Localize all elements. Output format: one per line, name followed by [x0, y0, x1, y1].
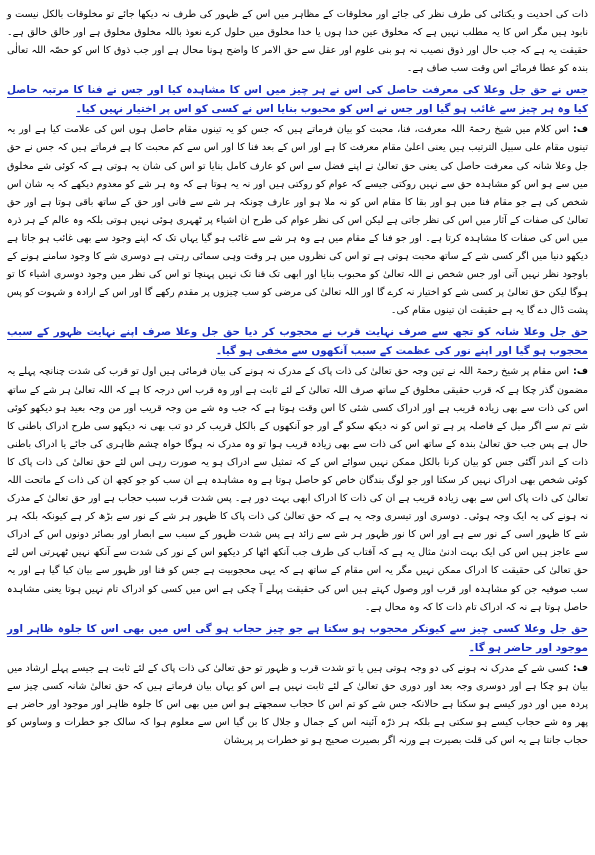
intro-paragraph: ذات کی احدیت و یکتائی کی طرف نظر کی جائے اور مخلوقات کے مظاہر میں اس کے ظہور کی طرف نہ دیکھا جائے تو مخلوقات بالکل نیست و نابود ہیں مگر اس کا یہ مطلب نہیں ہے کہ مخلوق عین خدا ہوں یا خدا مخلوق میں حلول کرے نعوذ باللہ مخلوق مخلوق ہے اور خالق خالق ہے۔ حقیقت یہ ہے کہ جب حال اور ذوق نصیب نہ ہو بنی علوم اور عقل سے حق الامر کا واضح ہونا محال ہے اور جب ذوق کا اس کو حصّہ اللہ تعالٰی بندہ کو عطا فرمائے اس وقت سب صاف ہے۔ [7, 9, 588, 75]
commentary-paragraph: ف:کسی شے کے مدرک نہ ہونے کی دو وجہ ہوتی ہیں یا تو شدت قرب و ظہور تو حق تعالیٰ کی ذات پاک کے لئے ثابت ہے جیسے پہلے ارشاد میں بیان ہو چکا ہے اور دوسری وجہ بعد اور دوری حق تعالیٰ کے لئے ثابت نہیں ہے اس کو یہاں بیان فرماتے ہیں کہ حق تعالیٰ شانہ کسی چیز سے پردہ میں اور دور کیسے ہو سکتا ہے حالانکہ جس شے کو تم اس کا حجاب سمجھتے ہو اس میں بھی اس کا جلوہ ظاہر اور موجود اور حاضر ہے پھر وہ شے حجاب کیسے ہو سکتی ہے بلکہ ہر ذرّہ آئینہ اس کے جمال و جلال کا بن گیا اس سے معلوم ہوا کہ سالک جو خطرات و وساوس کو حجاب جانتا ہے یہ اس کی قلت بصیرت ہے ورنہ اگر بصیرت صحیح ہو تو خطرات پر پریشان [7, 662, 588, 747]
commentary-marker: ف: [573, 124, 588, 136]
commentary-paragraph: ف:اس مقام پر شیخ رحمۃ اللہ نے تین وجہ حق تعالیٰ کی ذات پاک کے مدرک نہ ہونے کی بیان فرمائی ہیں اول تو قرب کی شدت چنانچہ پہلے یہ مضمون گذر چکا ہے کہ قرب حقیقی مخلوق کے ساتھ صرف اللہ تعالیٰ کے لئے ثابت ہے اور وہ قرب اس درجہ کا ہے کہ اللہ تعالیٰ ہر شے کے ساتھ اس کی ذات سے بھی زیادہ قریب ہے اور ادراک کسی شئی کا اس وقت ہوتا ہے کہ جب وہ شے من وجہ قریب اور من وجہ بعید ہو دیکھو کوئی شے تم سے اگر میل کے فاصلہ پر ہے تو اس کو نہ دیکھ سکو گے اور جو آنکھوں کے بالکل قریب کر دو تب بھی نہ دیکھو سی طرح ادراک باطنی کا حال ہے پس جب حق تعالیٰ بندہ کے ساتھ اس کی ذات سے بھی زیادہ قریب ہوا تو وہ مدرک نہ ہوگا خواہ چشم ظاہری کی جائے یا ادراک باطنی ذات کے اندر آگئی جس کو بیان کرنا بالکل ممکن نہیں سوائے اس کے کہ تمثیل سے ادراک ہو یہ صورت رہی اس لئے حق تعالیٰ کی ذات پاک کا کوئی شخص بھی ادراک نہیں کر سکتا اور جو لوگ بندگان خاص کو حاصل ہوتا ہے وہ مشاہدہ ہے ان سب کو جو کچھ ان کی ذات کے ماتحت اللہ تعالیٰ کی ذات پاک اس سے بھی زیادہ قریب ہے ان کی ذات کا ادراک ابھی بہت دور ہے۔ پس شدت قرب سبب حجاب ہے اور حق تعالیٰ کے مدرک نہ ہونے کی یہ ایک وجہ ہوئی۔ دوسری اور تیسری وجہ یہ ہے کہ حق تعالیٰ کی ذات پاک کا ظہور ہر شے کے نور سے بڑھ کر ہے کیونکہ بلکہ ہر شے کا ظہور اسی کے نور سے ہے اور اس کا نور ظہور ہر شے سے زائد ہے پس شدت ظہور کے سبب سے ابصار اور بصائر دونوں اس کے ادراک سے عاجز ہیں اس کی ایک بہت ادنیٰ مثال یہ ہے کہ آفتاب کی طرف جب آنکھ اٹھا کر دیکھو اس کے نور کی شدت سے آنکھ نہیں ٹھہرتی اس لئے حق تعالیٰ کی حقیقت کا ادراک ممکن نہیں مگر یہ اس مقام کے ساتھ ہے کہ یہی محجوبیت ہے جس کو فنا اور ظہور سے بیان کیا گیا ہے اور یہ سب صوفیہ جن کو مشاہدہ اور قرب اور وصول کہتے ہیں اس کی حقیقت پہلے آ چکی ہے اس میں کسی کو ادراک تام نہیں ہوتا یعنی مشاہدہ حاصل ہوتا ہے نہ کہ ادراک تام ذات کا کہ وہ محال ہے۔ [7, 366, 588, 613]
commentary-paragraph: ف:اس کلام میں شیخ رحمۃ اللہ معرفت، فنا، محبت کو بیان فرماتے ہیں کہ جس کو یہ تینوں مقام حاصل ہوں اس کی علامت کیا ہے اور یہ تینوں مقام علی سبیل الترتیب ہیں یعنی اعلیٰ مقام معرفت کا ہے اور اس کے بعد فنا کا اور اس سے کم محبت کا ہے فرماتے ہیں کہ جس نے حق جل وعلا شانہ کی معرفت حاصل کی یعنی حق تعالیٰ نے اپنے فضل سے اس کو عارف کامل بنایا تو اس کی شان یہ ہوتی ہے کہ کوئی شے مخلوق میں سے ہو اس کو مشاہدہ حق سے نہیں روکتی جیسے کہ عوام کو روکتی ہیں اور نہ یہ ہوتا ہے کہ وہ ہر شے کو معدوم دیکھے کہ یہ شان اس شخص کی ہے جو مقام فنا میں ہو اور بقا کا مقام اس کو نہ ملا ہو اور عارف چونکہ ہر شے سے فانی اور حق کے ساتھ باقی ہوتا ہے اور حق تعالیٰ کی صفات کے آثار میں اس کی نظر جاتی ہے لیکن اس کی نظر عوام کی طرح ان اشیاء پر ٹھہری ہوئی نہیں ہوتی بلکہ وہ عالم کے ہر ذرہ میں اس کی صفات کا مشاہدہ کرتا ہے۔ اور جو فنا کے مقام میں ہے وہ ہر شے سے غائب ہو گیا یہاں تک کہ اپنے وجود سے بھی غائب ہو جاتا ہے دیکھو دنیا میں اگر کسی شے کے ساتھ محبت ہوتی ہے تو اس کی نظروں میں ہر وقت وہی سمائی رہتی ہے دوسری شے کا وجود سامنے ہونے کے باوجود نظر نہیں آتی اور جس شخص نے اللہ تعالیٰ کو محبوب بنایا اور ابھی تک فنا تک نہیں پہنچا تو اس کی نظر میں وجود دوسری اشیاء کا تو ہوگا لیکن حق تعالیٰ پر کسی شے کو اختیار نہ کرے گا اور اللہ تعالیٰ کی مرضی کو سب چیزوں پر مقدم رکھے گا اور اس کے ارادہ و شہوت کو پس پشت ڈال دے گا یہ ہے حقیقت ان تینوں مقام کی۔ [7, 124, 588, 317]
aphorism-heading: جس نے حق جل وعلا کی معرفت حاصل کی اس نے ہر چیز میں اس کا مشاہدہ کیا اور جس نے فنا کا مرتبہ حاصل کیا وہ ہر چیز سے غائب ہو گیا اور جس نے اس کو محبوب بنایا اس نے کسی کو اس پر اختیار نہیں کیا۔ [7, 84, 588, 116]
aphorism-heading: حق جل وعلا کسی چیز سے کیونکر محجوب ہو سکتا ہے جو چیز حجاب ہو گی اس میں بھی اس کا جلوہ ظاہر اور موجود اور حاضر ہو گا۔ [7, 622, 588, 654]
commentary-marker: ف: [573, 366, 588, 378]
aphorism-heading: حق جل وعلا شانہ کو تجھ سے صرف نہایت قرب نے محجوب کر دیا حق جل وعلا صرف اپنے نہایت ظہور کے سبب محجوب ہو گیا اور اپنے نور کی عظمت کے سبب آنکھوں سے مخفی ہو گیا۔ [7, 326, 588, 358]
commentary-marker: ف: [573, 662, 588, 674]
